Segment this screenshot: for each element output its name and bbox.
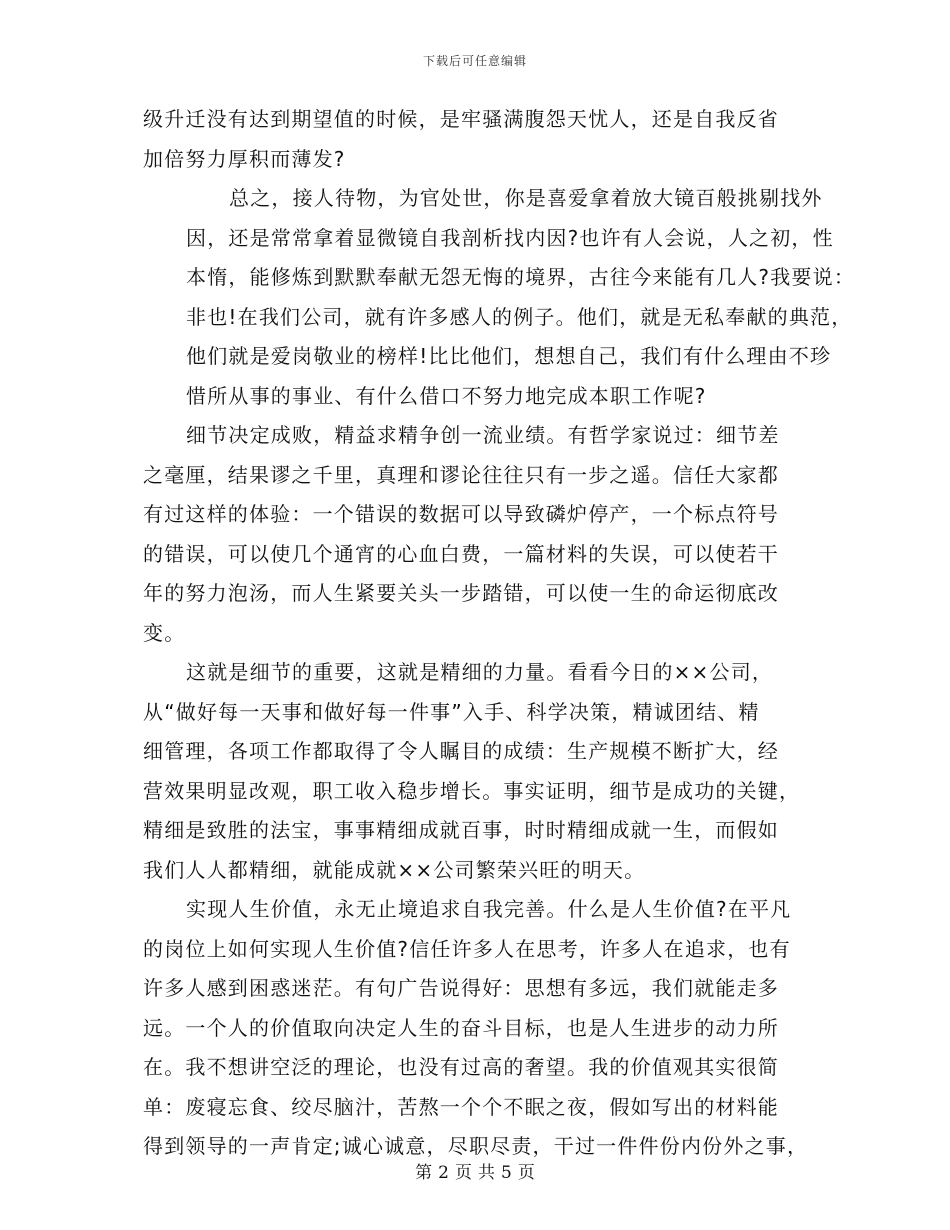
text-line: 之毫厘，结果谬之千里，真理和谬论往往只有一步之遥。信任大家都 [143,462,779,487]
paragraph [143,653,823,890]
current-page-number: 2 [438,1163,449,1183]
text-line: 在。我不想讲空泛的理论，也没有过高的奢望。我的价值观其实很简 [143,1055,779,1079]
text-line: 的岗位上如何实现人生价值?信任许多人在思考，许多人在追求，也有 [143,936,791,961]
page-number-footer [0,1158,950,1183]
text-line: 营效果明显改观，职工收入稳步增长。事实证明，细节是成功的关键， [143,778,801,803]
text-line: 细节决定成败，精益求精争创一流业绩。有哲学家说过：细节差 [186,423,780,447]
text-line: 年的努力泡汤，而人生紧要关头一步踏错，可以使一生的命运彻底改 [143,581,779,605]
total-page-count: 5 [501,1163,512,1183]
text-line: 得到领导的一声肯定;诚心诚意，尽职尽责，干过一件件份内份外之事， [143,1134,809,1158]
text-line: 他们就是爱岗敬业的榜样!比比他们，想想自己，我们有什么理由不珍 [186,344,832,368]
text-line: 因，还是常常拿着显微镜自我剖析找内因?也许有人会说，人之初，性 [186,225,834,250]
paragraph [143,100,823,179]
text-line: 本惰，能修炼到默默奉献无怨无悔的境界，古往今来能有几人?我要说： [186,265,856,289]
text-line: 有过这样的体验：一个错误的数据可以导致磷炉停产，一个标点符号 [143,502,779,526]
paragraph [143,416,823,653]
text-line: 变。 [143,620,186,645]
footer-suffix: 页 [517,1163,535,1183]
text-line: 精细是致胜的法宝，事事精细成就百事，时时精细成就一生，而假如 [143,818,779,842]
text-line: 级升迁没有达到期望值的时候，是牢骚满腹怨天忧人，还是自我反省 [143,107,779,131]
header-note: 下载后可任意编辑 [422,54,527,68]
text-line: 实现人生价值，永无止境追求自我完善。什么是人生价值?在平凡 [186,897,792,921]
text-line: 远。一个人的价值取向决定人生的奋斗目标，也是人生进步的动力所 [143,1015,779,1040]
text-line: 加倍努力厚积而薄发? [143,146,346,171]
footer-prefix: 第 [415,1163,433,1183]
text-line: 单：废寝忘食、绞尽脑汁，苦熬一个个不眠之夜，假如写出的材料能 [143,1094,779,1119]
footer-total-word: 共 [478,1163,495,1183]
text-line: 这就是细节的重要，这就是精细的力量。看看今日的××公司， [186,660,774,684]
body-text [143,100,856,1167]
text-line: 许多人感到困惑迷茫。有句广告说得好：思想有多远，我们就能走多 [143,976,779,1000]
text-line: 非也!在我们公司，就有许多感人的例子。他们，就是无私奉献的典范， [186,304,853,329]
footer-page-word: 页 [455,1163,472,1183]
text-line: 惜所从事的事业、有什么借口不努力地完成本职工作呢? [186,383,707,408]
text-line: 的错误，可以使几个通宵的心血白费，一篇材料的失误，可以使若干 [143,541,779,566]
text-line: 从“做好每一天事和做好每一件事”入手、科学决策，精诚团结、精 [143,699,760,724]
paragraph [143,890,823,1167]
text-line: 我们人人都精细，就能成就××公司繁荣兴旺的明天。 [143,857,646,882]
text-line: 总之，接人待物，为官处世，你是喜爱拿着放大镜百般挑剔找外 [229,186,823,210]
text-line: 细管理，各项工作都取得了令人瞩目的成绩：生产规模不断扩大，经 [143,739,779,763]
paragraph [143,179,856,416]
